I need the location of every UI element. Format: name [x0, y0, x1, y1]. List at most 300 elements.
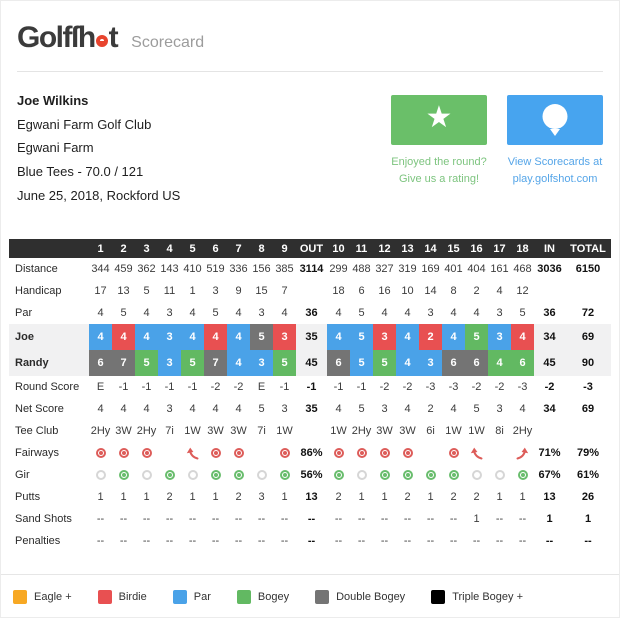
column-header: 4: [166, 242, 173, 255]
gir-miss-icon: [135, 470, 158, 480]
gir-hit-icon: [396, 470, 419, 480]
legend-item: [173, 590, 211, 604]
score-cell: 7: [112, 350, 135, 376]
stat-cell: -1: [187, 381, 198, 394]
table-row: [9, 464, 611, 486]
legend-label: Double Bogey: [336, 591, 406, 604]
gir-hit-icon: [227, 470, 250, 480]
stat-cell: 14: [424, 285, 437, 298]
stat-cell: -3: [583, 381, 593, 394]
stat-cell: 16: [378, 285, 391, 298]
score-cell: 7: [204, 350, 227, 376]
column-header: 10: [332, 242, 345, 255]
stat-cell: 3: [166, 307, 173, 320]
stat-cell: 336: [229, 263, 248, 276]
stat-cell: 2: [473, 491, 480, 504]
score-cell: 2: [419, 324, 442, 350]
gir-hit-icon: [419, 470, 442, 480]
score-cell: 4: [181, 324, 204, 350]
stat-cell: 10: [401, 285, 414, 298]
stat-cell: 4: [120, 403, 127, 416]
stat-cell: 2: [450, 491, 457, 504]
player-info: [17, 89, 180, 207]
score-cell: 5: [135, 350, 158, 376]
stat-cell: --: [334, 513, 343, 526]
row-label: Joe: [15, 331, 34, 344]
stat-cell: -1: [333, 381, 344, 394]
scorecards-caption-line1: View Scorecards at: [507, 156, 603, 168]
stat-cell: 61%: [576, 469, 600, 482]
score-cell: 4: [488, 350, 511, 376]
column-header: 13: [401, 242, 414, 255]
score-cell: 4: [204, 324, 227, 350]
score-cell: 4: [112, 324, 135, 350]
stat-cell: 1: [584, 513, 592, 526]
legend-label: Triple Bogey +: [452, 591, 524, 604]
score-cell: 4: [396, 324, 419, 350]
row-label: Sand Shots: [15, 513, 72, 526]
stat-cell: --: [234, 535, 243, 548]
stat-cell: 69: [581, 403, 595, 416]
stat-cell: 1: [358, 491, 365, 504]
stat-cell: --: [280, 535, 289, 548]
stat-cell: 5: [143, 285, 150, 298]
legend-item: [98, 590, 147, 604]
stat-cell: 4: [473, 307, 480, 320]
table-row: [9, 398, 611, 420]
stat-cell: -1: [306, 381, 317, 394]
legend-item: [431, 590, 523, 604]
stat-cell: 1: [381, 491, 388, 504]
stat-cell: 5: [473, 403, 480, 416]
stat-cell: 5: [212, 307, 219, 320]
stat-cell: 4: [404, 307, 411, 320]
stat-cell: 7: [281, 285, 288, 298]
scorecards-banner[interactable]: [507, 95, 603, 145]
rating-caption-line2: Give us a rating!: [398, 172, 480, 185]
stat-cell: 1: [519, 491, 526, 504]
stat-cell: 385: [275, 263, 294, 276]
fairway-miss-left-icon: [465, 447, 488, 460]
row-label: Net Score: [15, 403, 64, 416]
score-cell: 3: [158, 350, 181, 376]
stat-cell: 18: [332, 285, 345, 298]
stat-cell: --: [119, 535, 128, 548]
score-cell: 6: [442, 350, 465, 376]
score-cell: 5: [250, 324, 273, 350]
stat-cell: 5: [519, 307, 526, 320]
table-row: [9, 350, 611, 376]
fairway-hit-icon: [112, 448, 135, 458]
fairway-hit-icon: [350, 448, 373, 458]
stat-cell: --: [426, 535, 435, 548]
score-cell: 4: [396, 350, 419, 376]
stat-cell: 1: [496, 491, 503, 504]
stat-cell: 11: [163, 285, 176, 298]
stat-cell: 4: [235, 403, 242, 416]
score-cell: 4: [511, 324, 534, 350]
row-label: Randy: [15, 357, 49, 370]
stat-cell: 5: [358, 307, 365, 320]
stat-cell: 4: [212, 403, 219, 416]
score-cell: 6: [89, 350, 112, 376]
logo-text: Golf: [17, 21, 71, 54]
stat-cell: -2: [210, 381, 221, 394]
stat-cell: 3: [258, 307, 265, 320]
stat-cell: 1: [212, 491, 219, 504]
column-header: TOTAL: [570, 242, 606, 255]
table-row: [9, 376, 611, 398]
fairway-hit-icon: [396, 448, 419, 458]
stat-cell: -1: [356, 381, 367, 394]
stat-cell: 1: [546, 513, 553, 526]
legend-item: [237, 590, 289, 604]
stat-cell: 4: [97, 307, 104, 320]
stat-cell: --: [165, 513, 174, 526]
golfshot-ball-icon: [96, 35, 108, 47]
stat-cell: --: [518, 513, 527, 526]
stat-cell: 4: [235, 307, 242, 320]
legend-swatch: [98, 590, 112, 604]
stat-cell: --: [96, 535, 105, 548]
legend-swatch: [173, 590, 187, 604]
score-cell: 3: [488, 324, 511, 350]
rating-caption: [391, 154, 487, 187]
stat-cell: 7i: [165, 425, 174, 438]
stat-cell: 344: [91, 263, 110, 276]
stat-cell: 143: [160, 263, 179, 276]
column-header: 5: [189, 242, 196, 255]
stat-cell: --: [142, 513, 151, 526]
stat-cell: --: [518, 535, 527, 548]
column-header: IN: [544, 242, 555, 255]
row-label: Distance: [15, 263, 58, 276]
table-row: [9, 258, 611, 280]
legend-label: Par: [193, 591, 211, 604]
gir-miss-icon: [488, 470, 511, 480]
stat-cell: 12: [516, 285, 529, 298]
stat-cell: 4: [143, 403, 150, 416]
column-header: 1: [97, 242, 104, 255]
stat-cell: -3: [448, 381, 459, 394]
score-cell: 3: [158, 324, 181, 350]
stat-cell: 36: [543, 307, 556, 320]
logo-text: ſh: [71, 21, 95, 54]
stat-cell: 3: [212, 285, 219, 298]
row-label: Penalties: [15, 535, 61, 548]
stat-cell: --: [307, 535, 316, 548]
stat-cell: 3: [381, 403, 388, 416]
scorecards-promo-card[interactable]: [507, 95, 603, 207]
fairway-hit-icon: [135, 448, 158, 458]
stat-cell: 2Hy: [351, 425, 372, 438]
score-cell: 4: [227, 324, 250, 350]
gir-hit-icon: [442, 470, 465, 480]
stat-cell: --: [449, 513, 458, 526]
table-row: [9, 324, 611, 350]
stat-cell: --: [119, 513, 128, 526]
fairway-hit-icon: [442, 448, 465, 458]
rating-banner[interactable]: [391, 95, 487, 145]
stat-cell: 169: [421, 263, 440, 276]
stat-cell: -1: [279, 381, 290, 394]
stat-cell: 4: [97, 403, 104, 416]
stat-cell: 1: [189, 285, 196, 298]
stat-cell: --: [280, 513, 289, 526]
stat-cell: 519: [206, 263, 225, 276]
stat-cell: 2: [404, 491, 411, 504]
column-header: 2: [120, 242, 127, 255]
stat-cell: 1W: [276, 425, 293, 438]
stat-cell: 3W: [376, 425, 393, 438]
stat-cell: --: [426, 513, 435, 526]
stat-cell: 2Hy: [136, 425, 157, 438]
stat-cell: 34: [543, 331, 556, 344]
stat-cell: 161: [490, 263, 509, 276]
stat-cell: 1: [97, 491, 104, 504]
score-cell: 5: [350, 350, 373, 376]
stat-cell: 72: [581, 307, 595, 320]
club-name: Egwani Farm Golf Club: [17, 116, 152, 132]
stat-cell: 3: [496, 403, 503, 416]
stat-cell: 1: [120, 491, 127, 504]
stat-cell: 4: [404, 403, 411, 416]
stat-cell: --: [357, 535, 366, 548]
stat-cell: --: [142, 535, 151, 548]
column-header: 7: [235, 242, 242, 255]
table-row: [9, 302, 611, 324]
rating-caption-line1: Enjoyed the round?: [391, 156, 487, 168]
stat-cell: --: [257, 513, 266, 526]
stat-cell: --: [357, 513, 366, 526]
player-name: Joe Wilkins: [17, 93, 89, 108]
stat-cell: --: [96, 513, 105, 526]
stat-cell: 1: [143, 491, 150, 504]
gir-miss-icon: [465, 470, 488, 480]
stat-cell: 36: [305, 307, 318, 320]
table-header-row: [9, 239, 611, 258]
fairway-miss-left-icon: [181, 447, 204, 460]
stat-cell: 3W: [207, 425, 224, 438]
score-cell: 4: [442, 324, 465, 350]
column-header: 12: [378, 242, 391, 255]
column-header: 17: [493, 242, 506, 255]
column-header: 11: [355, 242, 368, 255]
stat-cell: --: [334, 535, 343, 548]
page-title: Scorecard: [131, 34, 205, 51]
stat-cell: 69: [581, 331, 595, 344]
stat-cell: --: [495, 513, 504, 526]
stat-cell: 2: [235, 491, 242, 504]
stat-cell: --: [257, 535, 266, 548]
stat-cell: 156: [252, 263, 271, 276]
score-cell: 5: [273, 350, 296, 376]
fairway-hit-icon: [373, 448, 396, 458]
gir-hit-icon: [158, 470, 181, 480]
stat-cell: --: [403, 513, 412, 526]
stat-cell: --: [495, 535, 504, 548]
score-cell: 4: [327, 324, 350, 350]
fairway-miss-right-icon: [511, 447, 534, 460]
stat-cell: 6150: [575, 263, 601, 276]
stat-cell: 35: [305, 331, 318, 344]
column-header: 16: [470, 242, 483, 255]
stat-cell: 1W: [445, 425, 462, 438]
legend-label: Bogey: [257, 591, 290, 604]
stat-cell: 34: [543, 403, 556, 416]
stat-cell: 4: [381, 307, 388, 320]
stat-cell: 401: [444, 263, 463, 276]
stat-cell: 404: [467, 263, 486, 276]
stat-cell: --: [234, 513, 243, 526]
stat-cell: E: [257, 381, 266, 394]
promo-cards: [391, 89, 603, 207]
stat-cell: 2: [166, 491, 173, 504]
stat-cell: -3: [517, 381, 528, 394]
stat-cell: 468: [513, 263, 532, 276]
stat-cell: --: [380, 513, 389, 526]
stat-cell: 8i: [495, 425, 504, 438]
column-header: 15: [447, 242, 460, 255]
score-cell: 5: [465, 324, 488, 350]
stat-cell: 3: [496, 307, 503, 320]
stat-cell: --: [211, 513, 220, 526]
stat-cell: 26: [581, 491, 595, 504]
stat-cell: --: [584, 535, 592, 548]
gir-miss-icon: [350, 470, 373, 480]
stat-cell: 362: [137, 263, 156, 276]
table-row: [9, 280, 611, 302]
stat-cell: 3W: [399, 425, 416, 438]
row-label: Handicap: [15, 285, 62, 298]
stat-cell: -2: [402, 381, 413, 394]
stat-cell: --: [545, 535, 554, 548]
stat-cell: 327: [375, 263, 394, 276]
stat-cell: 13: [305, 491, 318, 504]
fairway-hit-icon: [327, 448, 350, 458]
gir-hit-icon: [112, 470, 135, 480]
stat-cell: 3036: [537, 263, 562, 276]
table-row: [9, 420, 611, 442]
stat-cell: 4: [189, 403, 196, 416]
column-header: OUT: [299, 242, 324, 255]
stat-cell: 1: [189, 491, 196, 504]
stat-cell: -1: [164, 381, 175, 394]
column-header: 8: [258, 242, 265, 255]
stat-cell: 86%: [300, 447, 323, 460]
table-row: [9, 486, 611, 508]
stat-cell: --: [307, 513, 316, 526]
gir-miss-icon: [89, 470, 112, 480]
score-cell: 5: [373, 350, 396, 376]
stat-cell: 17: [94, 285, 107, 298]
stat-cell: -1: [141, 381, 152, 394]
stat-cell: 3: [281, 403, 288, 416]
stat-cell: --: [188, 535, 197, 548]
stat-cell: 2: [427, 403, 434, 416]
score-cell: 4: [227, 350, 250, 376]
stat-cell: -2: [494, 381, 505, 394]
scorecards-caption-line2: play.golfshot.com: [512, 172, 598, 185]
gir-hit-icon: [273, 470, 296, 480]
score-cell: 4: [89, 324, 112, 350]
stat-cell: 410: [183, 263, 202, 276]
score-cell: 4: [135, 324, 158, 350]
stat-cell: 4: [450, 307, 457, 320]
stat-cell: --: [380, 535, 389, 548]
stat-cell: 9: [235, 285, 242, 298]
stat-cell: -3: [425, 381, 436, 394]
stat-cell: 4: [519, 403, 526, 416]
stat-cell: 79%: [576, 447, 600, 460]
score-cell: 3: [273, 324, 296, 350]
gir-hit-icon: [511, 470, 534, 480]
stat-cell: 1W: [468, 425, 485, 438]
legend-swatch: [431, 590, 445, 604]
stat-cell: 67%: [538, 469, 561, 482]
row-label: Fairways: [15, 447, 60, 460]
stat-cell: --: [449, 535, 458, 548]
logo-text: t: [108, 21, 118, 54]
stat-cell: 4: [189, 307, 196, 320]
legend-label: Eagle +: [34, 591, 72, 604]
stat-cell: 4: [143, 307, 150, 320]
row-label: Tee Club: [15, 425, 59, 438]
row-label: Round Score: [15, 381, 80, 394]
stat-cell: 1: [427, 491, 434, 504]
gir-hit-icon: [373, 470, 396, 480]
gir-hit-icon: [204, 470, 227, 480]
score-cell: 6: [465, 350, 488, 376]
stat-cell: 90: [581, 357, 595, 370]
stat-cell: 3: [427, 307, 434, 320]
score-cell: 5: [181, 350, 204, 376]
legend-label: Birdie: [118, 591, 147, 604]
stat-cell: --: [165, 535, 174, 548]
score-cell: 3: [250, 350, 273, 376]
legend-section: [1, 574, 619, 604]
stat-cell: -2: [544, 381, 555, 394]
stat-cell: 5: [258, 403, 265, 416]
score-cell: 3: [419, 350, 442, 376]
stat-cell: -1: [118, 381, 129, 394]
legend-swatch: [315, 590, 329, 604]
stat-cell: 5: [120, 307, 127, 320]
rating-promo-card[interactable]: [391, 95, 487, 207]
gir-miss-icon: [250, 470, 273, 480]
stat-cell: 3: [258, 491, 265, 504]
round-date-location: June 25, 2018, Rockford US: [17, 187, 181, 203]
golf-ball-tee-icon: [542, 104, 568, 136]
stat-cell: 3: [166, 403, 173, 416]
tees-rating: Blue Tees - 70.0 / 121: [17, 163, 144, 179]
stat-cell: 13: [117, 285, 130, 298]
legend-item: [315, 590, 405, 604]
legend-item: [13, 590, 72, 604]
row-label: Putts: [15, 491, 41, 504]
stat-cell: 4: [496, 285, 503, 298]
stat-cell: 6: [358, 285, 365, 298]
stat-cell: 13: [543, 491, 556, 504]
stat-cell: 45: [543, 357, 556, 370]
legend-swatch: [237, 590, 251, 604]
stat-cell: 1W: [330, 425, 347, 438]
stat-cell: 319: [398, 263, 417, 276]
stat-cell: 299: [329, 263, 348, 276]
stat-cell: E: [96, 381, 105, 394]
stat-cell: 56%: [300, 469, 323, 482]
stat-cell: --: [472, 535, 481, 548]
